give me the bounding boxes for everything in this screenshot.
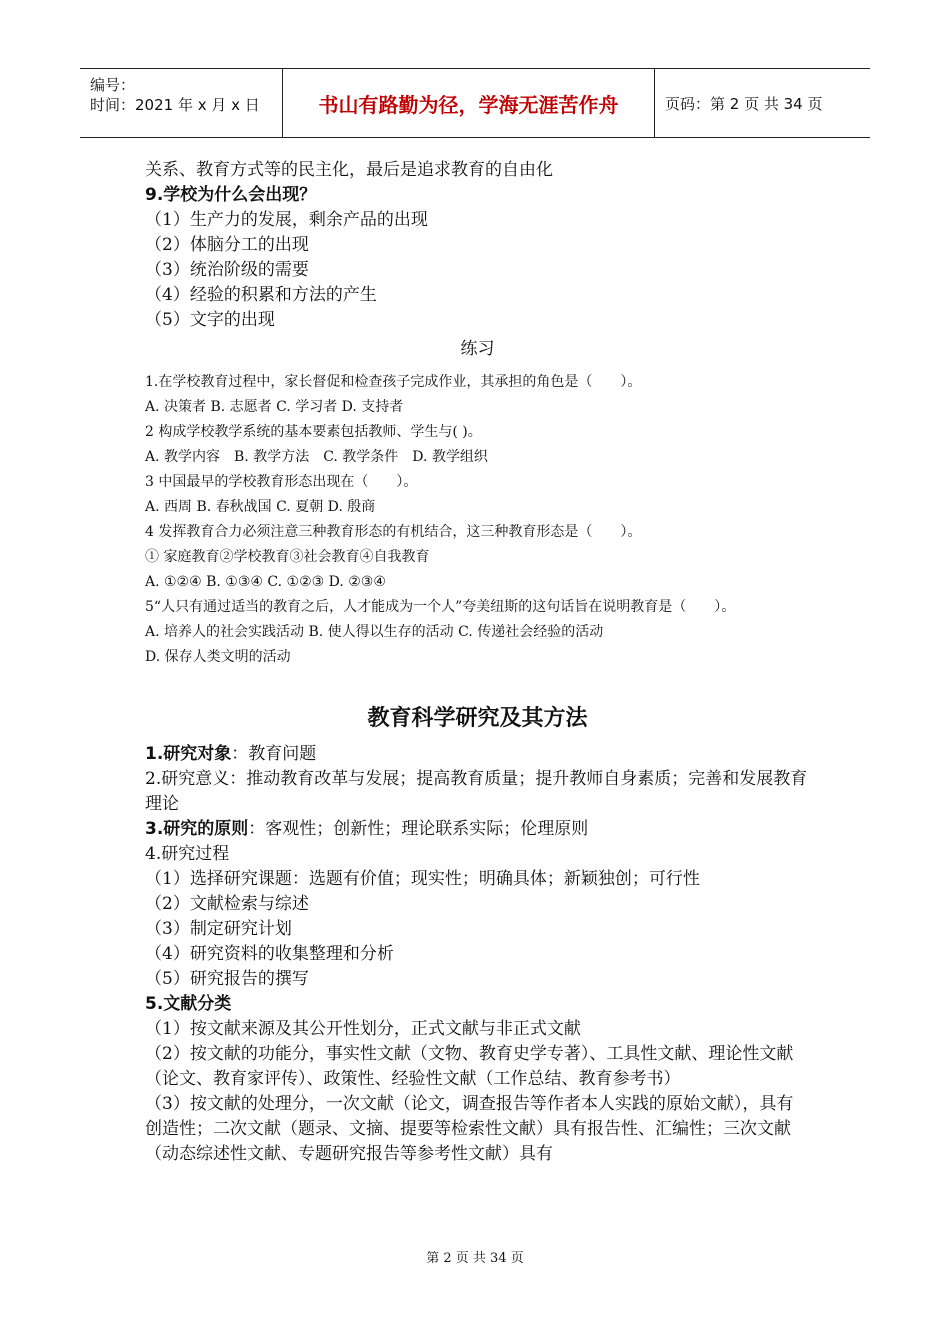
- header-page-label: 页码：第 2 页 共 34 页: [665, 94, 823, 113]
- exercise-line: ① 家庭教育②学校教育③社会教育④自我教育: [145, 549, 430, 565]
- research-principles-text: ：客观性；创新性；理论联系实际；伦理原则: [248, 819, 589, 839]
- research-object-text: ：教育问题: [231, 744, 317, 764]
- classification-item: （1）按文献来源及其公开性划分，正式文献与非正式文献: [145, 1019, 581, 1039]
- exercise-line: A. 决策者 B. 志愿者 C. 学习者 D. 支持者: [145, 399, 404, 415]
- classification-item: （3）按文献的处理分，一次文献（论文，调查报告等作者本人实践的原始文献），具有创造性；二次文献（题录、文摘、提要等检索性文献）具有报告性、汇编性；三次文献（动态综述性文献、专题研究报告等参考性文献）具有: [145, 1094, 794, 1164]
- exercise-line: A. 教学内容 B. 教学方法 C. 教学条件 D. 教学组织: [145, 449, 488, 465]
- research-principles-label: 3.研究的原则: [145, 819, 249, 839]
- section-title: 教育科学研究及其方法: [367, 706, 588, 731]
- process-item: （2）文献检索与综述: [145, 894, 309, 914]
- q9-item: （4）经验的积累和方法的产生: [145, 285, 377, 305]
- exercise-line: A. 培养人的社会实践活动 B. 使人得以生存的活动 C. 传递社会经验的活动: [145, 624, 604, 640]
- q9-item: （3）统治阶级的需要: [145, 260, 309, 280]
- research-principles: [145, 817, 810, 842]
- header-motto: 书山有路勤为径，学海无涯苦作舟: [283, 69, 655, 137]
- exercise-line: 3 中国最早的学校教育形态出现在（ ）。: [145, 474, 418, 490]
- exercise-line: 4 发挥教育合力必须注意三种教育形态的有机结合，这三种教育形态是（ ）。: [145, 524, 642, 540]
- exercise-line: 5“人只有通过适当的教育之后，人才能成为一个人”夸美纽斯的这句话旨在说明教育是（ ）。: [145, 599, 736, 615]
- process-item: （4）研究资料的收集整理和分析: [145, 944, 394, 964]
- exercise-line: 1.在学校教育过程中，家长督促和检查孩子完成作业，其承担的角色是（ ）。: [145, 374, 642, 390]
- research-object: [145, 742, 810, 767]
- number-label: 编号：: [90, 76, 136, 94]
- research-process-title: 4.研究过程: [145, 844, 230, 864]
- literature-classification-title: 5.文献分类: [145, 994, 232, 1014]
- exercise-heading: 练习: [460, 339, 495, 359]
- exercise-line: D. 保存人类文明的活动: [145, 649, 291, 665]
- exercise-line: A. ①②④ B. ①③④ C. ①②③ D. ②③④: [145, 574, 386, 590]
- exercise-line: 2 构成学校教学系统的基本要素包括教师、学生与( )。: [145, 424, 482, 440]
- intro-line: 关系、教育方式等的民主化，最后是追求教育的自由化: [145, 160, 553, 180]
- q9-item: （1）生产力的发展，剩余产品的出现: [145, 210, 428, 230]
- research-significance: 2.研究意义：推动教育改革与发展；提高教育质量；提升教师自身素质；完善和发展教育理论: [145, 769, 808, 814]
- document-body: [145, 158, 810, 1167]
- research-object-label: 1.研究对象: [145, 744, 232, 764]
- exercise-line: A. 西周 B. 春秋战国 C. 夏朝 D. 殷商: [145, 499, 376, 515]
- header-meta: [80, 69, 283, 137]
- process-item: （1）选择研究课题：选题有价值；现实性；明确具体；新颖独创；可行性: [145, 869, 700, 889]
- time-label: 时间：2021 年 x 月 x 日: [90, 96, 260, 114]
- page-header: [80, 68, 870, 138]
- classification-item: （2）按文献的功能分，事实性文献（文物、教育史学专著）、工具性文献、理论性文献（论文、教育家评传）、政策性、经验性文献（工作总结、教育参考书）: [145, 1044, 794, 1089]
- q9-title: 9.学校为什么会出现？: [145, 185, 317, 205]
- process-item: （5）研究报告的撰写: [145, 969, 309, 989]
- q9-item: （2）体脑分工的出现: [145, 235, 309, 255]
- q9-item: （5）文字的出现: [145, 310, 275, 330]
- page-footer: 第 2 页 共 34 页: [426, 1251, 524, 1266]
- process-item: （3）制定研究计划: [145, 919, 292, 939]
